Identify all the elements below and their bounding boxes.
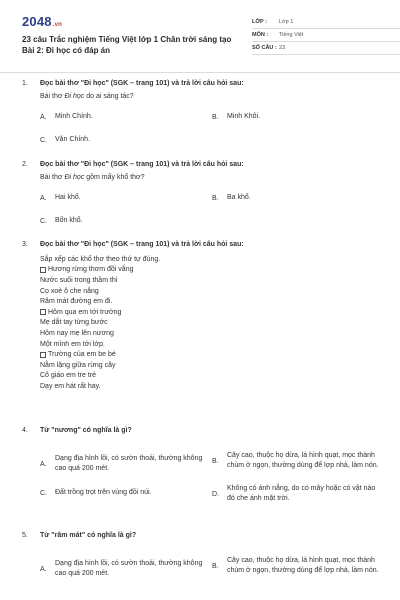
poem-line-text: Nước suối trong thầm thì (40, 276, 118, 284)
poem-line (40, 275, 380, 286)
answer-key: B. (212, 194, 219, 202)
answer-text: Minh Khôi. (227, 113, 261, 120)
answer-option[interactable] (40, 483, 212, 503)
prompt-italic: Đi học (64, 174, 85, 181)
question-title: Đọc bài thơ "Đi học" (SGK – trang 101) và trả lời câu hỏi sau: (40, 80, 244, 87)
poem-line (40, 360, 380, 371)
question-prompt (40, 174, 380, 181)
meta-label: MÔN : (252, 32, 269, 38)
question-number: 4. (22, 427, 28, 434)
poem-line (40, 371, 380, 382)
question-title: Từ "râm mát" có nghĩa là gì? (40, 532, 137, 539)
answer-option[interactable] (212, 443, 382, 479)
answer-option[interactable] (212, 548, 382, 584)
answer-key: A. (40, 113, 47, 121)
poem-line-text: Cọ xoè ô che nắng (40, 287, 99, 295)
poem-line-text: Râm mát đường em đi. (40, 298, 113, 306)
poem-line-text: Hương rừng thơm đồi vắng (48, 266, 134, 274)
answer-text: Minh Chính. (55, 113, 93, 120)
answer-text: Không có ánh nắng, do có mây hoặc có vật nào đó che ánh mặt trời. (227, 485, 376, 502)
prompt-italic: Đi học (64, 93, 85, 100)
document-meta (252, 16, 400, 55)
answer-text: Đất trồng trọt trên vùng đồi núi. (55, 489, 152, 496)
answer-text: Dạng địa hình lồi, có sườn thoải, thường không cao quá 200 mét. (55, 560, 203, 577)
poem-line-text: Mẹ dắt tay từng bước (40, 319, 108, 327)
poem-line (40, 265, 380, 276)
meta-value: Tiếng Việt (279, 32, 304, 38)
question-number: 1. (22, 80, 28, 87)
answer-text: Cây cao, thuộc họ dừa, lá hình quạt, mọc thành chùm ở ngọn, thường dùng để lợp nhà, làm nón. (227, 557, 379, 574)
question-title: Từ "nương" có nghĩa là gì? (40, 427, 132, 434)
answer-option[interactable] (40, 135, 90, 145)
answer-key: A. (40, 565, 47, 573)
poem-line (40, 286, 380, 297)
answer-text: Hai khổ. (55, 194, 81, 201)
meta-row-count (252, 42, 400, 55)
prompt-text: gồm mấy khổ thơ? (84, 174, 145, 181)
question-title: Đọc bài thơ "Đi học" (SGK – trang 101) và trả lời câu hỏi sau: (40, 161, 244, 168)
answer-option[interactable] (40, 554, 212, 584)
poem-line (40, 328, 380, 339)
question-number: 5. (22, 532, 28, 539)
question-4 (22, 427, 382, 522)
answer-key: C. (40, 136, 47, 144)
question-number: 2. (22, 161, 28, 168)
question-3 (22, 241, 382, 421)
order-checkbox[interactable] (40, 267, 46, 273)
answer-key: A. (40, 460, 47, 468)
poem-line (40, 349, 380, 360)
answer-text: Bốn khổ. (55, 217, 83, 224)
logo-text: 2048 (22, 14, 52, 29)
poem-line (40, 318, 380, 329)
question-number: 3. (22, 241, 28, 248)
poem-line (40, 254, 380, 265)
prompt-text: do ai sáng tác? (84, 93, 134, 100)
answer-option[interactable] (212, 193, 251, 203)
answer-option[interactable] (212, 112, 260, 122)
question-prompt (40, 93, 380, 100)
poem-block (40, 254, 380, 392)
meta-value: Lớp 1 (279, 19, 294, 25)
poem-line-text: Sắp xếp các khổ thơ theo thứ tự đúng. (40, 255, 161, 263)
poem-line-text: Hôm nay mẹ lên nương (40, 329, 114, 337)
answer-key: C. (40, 217, 47, 225)
answer-key: B. (212, 457, 219, 465)
document-header (22, 14, 382, 66)
answer-key: D. (212, 490, 219, 498)
poem-line-text: Hôm qua em tới trường (48, 308, 122, 316)
answer-key: B. (212, 562, 219, 570)
answer-option[interactable] (40, 216, 83, 226)
meta-value: 23 (279, 45, 286, 51)
poem-line (40, 307, 380, 318)
meta-label: SỐ CÂU : (252, 45, 277, 51)
poem-line-text: Dạy em hát rất hay. (40, 382, 101, 390)
poem-line-text: Trường của em be bé (48, 351, 116, 359)
order-checkbox[interactable] (40, 352, 46, 358)
prompt-text: Bài thơ (40, 174, 65, 181)
question-title: Đọc bài thơ "Đi học" (SGK – trang 101) và trả lời câu hỏi sau: (40, 241, 244, 248)
site-logo[interactable] (22, 14, 62, 29)
question-5 (22, 532, 382, 600)
poem-line (40, 381, 380, 392)
answer-key: B. (212, 113, 219, 121)
answer-option[interactable] (212, 483, 382, 505)
document-title: 23 câu Trắc nghiệm Tiếng Việt lớp 1 Chân trời sáng tạo Bài 2: Đi học có đáp án (22, 35, 232, 55)
poem-line-text: Nằm lặng giữa rừng cây (40, 361, 116, 369)
answer-option[interactable] (40, 449, 212, 479)
logo-domain: .vn (52, 22, 63, 28)
answer-key: A. (40, 194, 47, 202)
question-1 (22, 80, 382, 152)
poem-line (40, 339, 380, 350)
answer-text: Ba khổ. (227, 194, 251, 201)
poem-line (40, 296, 380, 307)
meta-row-subject (252, 29, 400, 42)
header-divider (0, 72, 400, 73)
poem-line-text: Một mình em tới lớp. (40, 340, 105, 348)
answer-text: Cây cao, thuộc họ dừa, lá hình quạt, mọc thành chùm ở ngọn, thường dùng để lợp nhà, làm nón. (227, 452, 379, 469)
prompt-text: Bài thơ (40, 93, 65, 100)
answer-key: C. (40, 489, 47, 497)
answer-text: Văn Chính. (55, 136, 91, 143)
answer-option[interactable] (40, 112, 93, 122)
question-2 (22, 161, 382, 233)
meta-label: LỚP : (252, 19, 267, 25)
answer-option[interactable] (40, 193, 81, 203)
answer-text: Dạng địa hình lồi, có sườn thoải, thường không cao quá 200 mét. (55, 455, 203, 472)
meta-row-grade (252, 16, 400, 29)
poem-line-text: Cô giáo em tre trẻ (40, 372, 97, 380)
order-checkbox[interactable] (40, 309, 46, 315)
